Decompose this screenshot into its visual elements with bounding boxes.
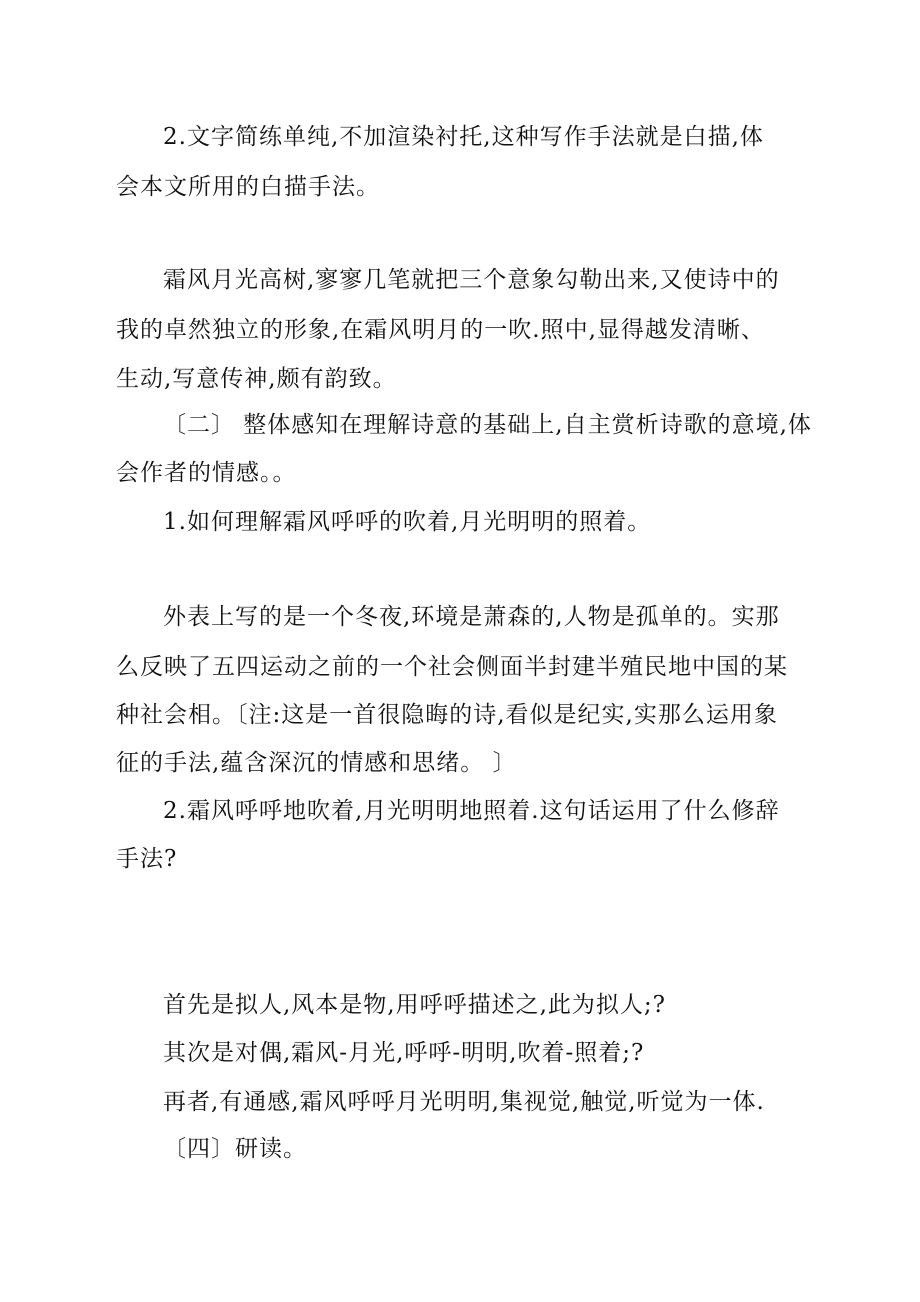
text-line: 2.霜风呼呼地吹着,月光明明地照着.这句话运用了什么修辞 (163, 798, 780, 824)
text-line: 其次是对偶,霜风-月光,呼呼-明明,吹着-照着;? (163, 1040, 645, 1066)
text-line: 征的手法,蕴含深沉的情感和思绪。 〕 (116, 750, 517, 776)
text-line: 外表上写的是一个冬夜,环境是萧森的,人物是孤单的。实那 (163, 604, 780, 630)
text-line: 霜风月光高树,寥寥几笔就把三个意象勾勒出来,又使诗中的 (163, 267, 780, 293)
text-line: 会作者的情感。。 (116, 460, 297, 486)
text-line: 手法? (116, 846, 178, 872)
text-line: 首先是拟人,风本是物,用呼呼描述之,此为拟人;? (163, 992, 667, 1018)
text-line: 1.如何理解霜风呼呼的吹着,月光明明的照着。 (163, 509, 652, 535)
text-line: 〔四〕研读。 (163, 1136, 307, 1162)
text-line: 2.文字简练单纯,不加渲染衬托,这种写作手法就是白描,体 (163, 124, 764, 150)
text-line: 生动,写意传神,颇有韵致。 (116, 366, 397, 392)
text-line: 〔二〕 整体感知在理解诗意的基础上,自主赏析诗歌的意境,体 (163, 412, 812, 438)
text-line: 再者,有通感,霜风呼呼月光明明,集视觉,触觉,听觉为一体. (163, 1089, 765, 1115)
text-line: 种社会相。〔注:这是一首很隐晦的诗,看似是纪实,实那么运用象 (116, 702, 778, 728)
text-line: 会本文所用的白描手法。 (116, 174, 380, 200)
text-line: 我的卓然独立的形象,在霜风明月的一吹.照中,显得越发清晰、 (116, 317, 765, 343)
text-line: 么反映了五四运动之前的一个社会侧面半封建半殖民地中国的某 (116, 654, 788, 680)
